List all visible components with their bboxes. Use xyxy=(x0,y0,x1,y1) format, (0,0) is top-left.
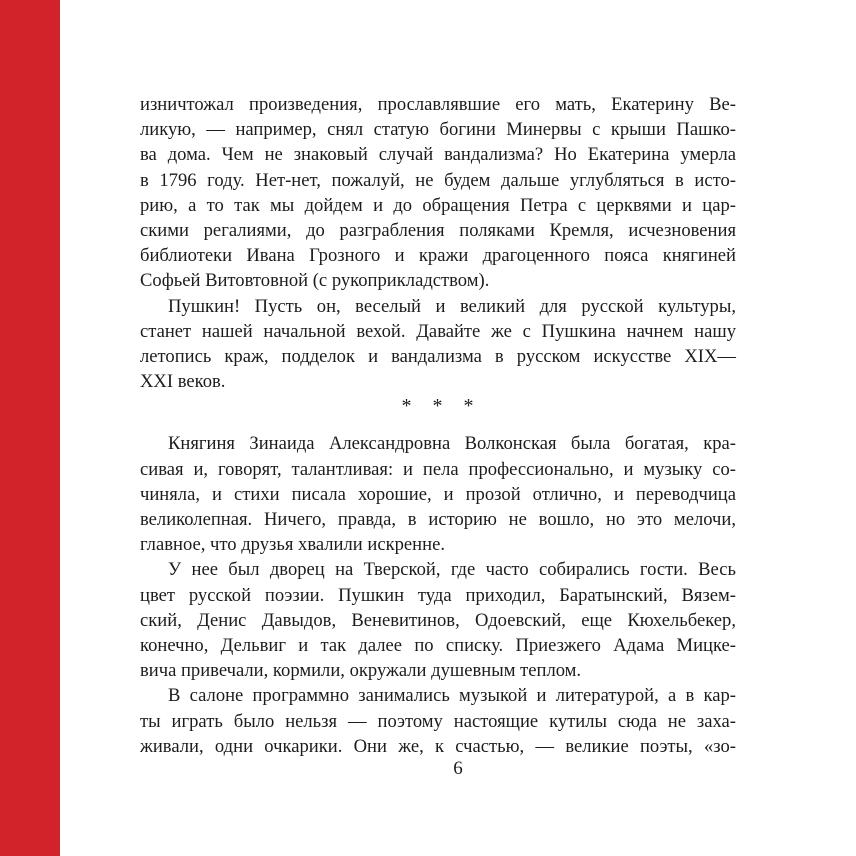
paragraph xyxy=(140,557,736,683)
page-number: 6 xyxy=(453,758,463,779)
paragraph xyxy=(140,431,736,557)
text-line: изничтожал произведения, прославлявшие его мать, Екатерину Ве- xyxy=(140,94,736,115)
text-line: В салоне программно занимались музыкой и литературой, а в кар- xyxy=(168,685,736,707)
text-line: живали, одни очкарики. Они же, к счастью, — великие поэты, «зо- xyxy=(140,735,736,757)
section-separator: * * * xyxy=(401,395,475,418)
text-line: Софьей Витовтовной (с рукоприкладством). xyxy=(140,270,490,292)
text-line: ский, Денис Давыдов, Веневитинов, Одоевский, еще Кюхельбекер, xyxy=(140,609,736,631)
text-line: ликую, — например, снял статую богини Минервы с крыши Пашко- xyxy=(140,119,736,141)
text-line: конечно, Дельвиг и так далее по списку. Приезжего Адама Мицке- xyxy=(140,634,736,656)
text-line: цвет русской поэзии. Пушкин туда приходил, Баратынский, Вязем- xyxy=(140,584,736,606)
text-line: сивая и, говорят, талантливая: и пела профессионально, и музыку со- xyxy=(140,458,736,480)
text-line: скими регалиями, до разграбления поляками Кремля, исчезновения xyxy=(140,219,736,241)
text-line: вича привечали, кормили, окружали душевным теплом. xyxy=(140,660,582,682)
text-line: библиотеки Ивана Грозного и кражи драгоценного пояса княгиней xyxy=(140,245,736,267)
text-line: главное, что друзья хвалили искренне. xyxy=(140,534,445,556)
text-line: ва дома. Чем не знаковый случай вандализма? Но Екатерина умерла xyxy=(140,144,736,166)
text-line: рию, а то так мы дойдем и до обращения Петра с церквями и цар- xyxy=(140,194,736,216)
red-spine-bar xyxy=(0,0,60,856)
body-text xyxy=(140,92,736,759)
text-line: в 1796 году. Нет-нет, пожалуй, не будем дальше углубляться в исто- xyxy=(140,169,736,191)
paragraph xyxy=(140,294,736,395)
text-line: Княгиня Зинаида Александровна Волконская была богатая, кра- xyxy=(168,433,736,455)
text-line: Пушкин! Пусть он, веселый и великий для русской культуры, xyxy=(168,295,736,317)
text-line: ты играть было нельзя — поэтому настоящие кутилы сюда не заха- xyxy=(140,710,736,732)
text-line: великолепная. Ничего, правда, в историю не вошло, но это мелочи, xyxy=(140,509,736,531)
text-line: летопись краж, подделок и вандализма в русском искусстве XIX— xyxy=(140,345,736,367)
text-line: станет нашей начальной вехой. Давайте же с Пушкина начнем нашу xyxy=(140,320,736,342)
paragraph xyxy=(140,683,736,759)
text-line: чиняла, и стихи писала хорошие, и прозой отлично, и переводчица xyxy=(140,483,736,505)
text-line: У нее был дворец на Тверской, где часто собирались гости. Весь xyxy=(168,559,736,581)
text-line: XXI веков. xyxy=(140,371,226,393)
paragraph xyxy=(140,92,736,294)
